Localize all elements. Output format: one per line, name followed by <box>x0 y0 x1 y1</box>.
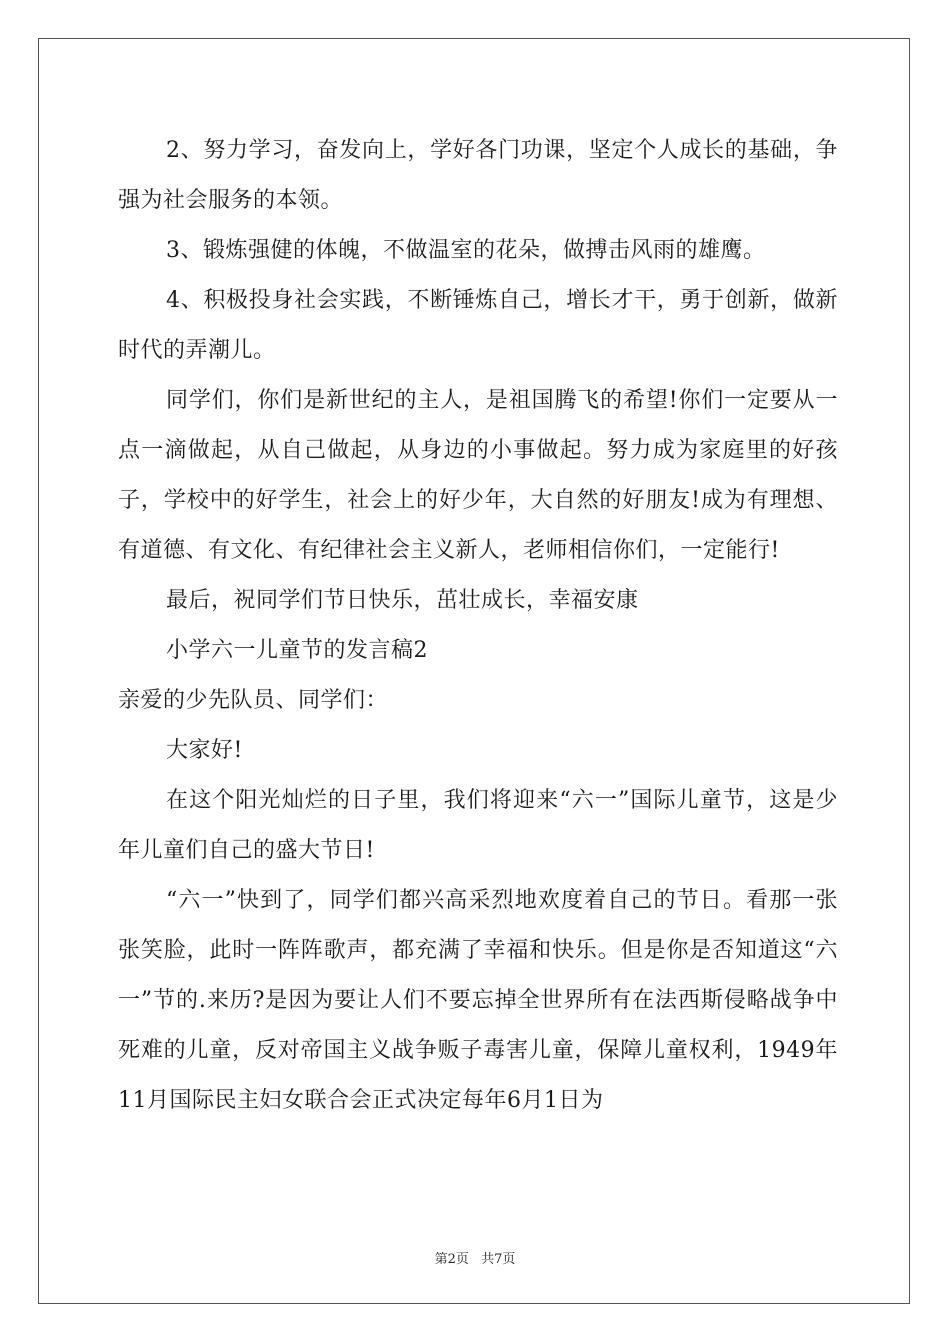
page-footer <box>0 1248 950 1267</box>
document-body <box>118 126 838 1126</box>
greeting: 大家好! <box>166 738 243 763</box>
paragraph-closing-wishes: 最后，祝同学们节日快乐，茁壮成长，幸福安康 <box>166 588 639 613</box>
salutation: 亲爱的少先队员、同学们： <box>118 688 389 713</box>
paragraph-students-hope: 同学们，你们是新世纪的主人，是祖国腾飞的希望!你们一定要从一点一滴做起，从自己做起，从身边的小事做起。努力成为家庭里的好孩子，学校中的好学生，社会上的好少年，大自然的好朋友!成为有理想、有道德、有文化、有纪律社会主义新人，老师相信你们，一定能行! <box>118 388 838 563</box>
paragraph-goal-4: 4、积极投身社会实践，不断锤炼自己，增长才干，勇于创新，做新时代的弄潮儿。 <box>118 288 838 363</box>
paragraph-goal-3: 3、锻炼强健的体魄，不做温室的花朵，做搏击风雨的雄鹰。 <box>166 238 766 263</box>
page-total: 共7页 <box>481 1252 516 1267</box>
paragraph-goal-2: 2、努力学习，奋发向上，学好各门功课，坚定个人成长的基础，争强为社会服务的本领。 <box>118 138 838 213</box>
section-title: 小学六一儿童节的发言稿2 <box>166 638 428 663</box>
paragraph-festival-history: “六一”快到了，同学们都兴高采烈地欢度着自己的节日。看那一张张笑脸，此时一阵阵歌声，都充满了幸福和快乐。但是你是否知道这“六一”节的.来历?是因为要让人们不要忘掉全世界所有在法西斯侵略战争中死难的儿童，反对帝国主义战争贩子毒害儿童，保障儿童权利，1949年11月国际民主妇女联合会正式决定每年6月1日为 <box>118 888 838 1113</box>
paragraph-festival-intro: 在这个阳光灿烂的日子里，我们将迎来“六一”国际儿童节，这是少年儿童们自己的盛大节日! <box>118 788 838 863</box>
page-number: 第2页 <box>434 1252 469 1267</box>
